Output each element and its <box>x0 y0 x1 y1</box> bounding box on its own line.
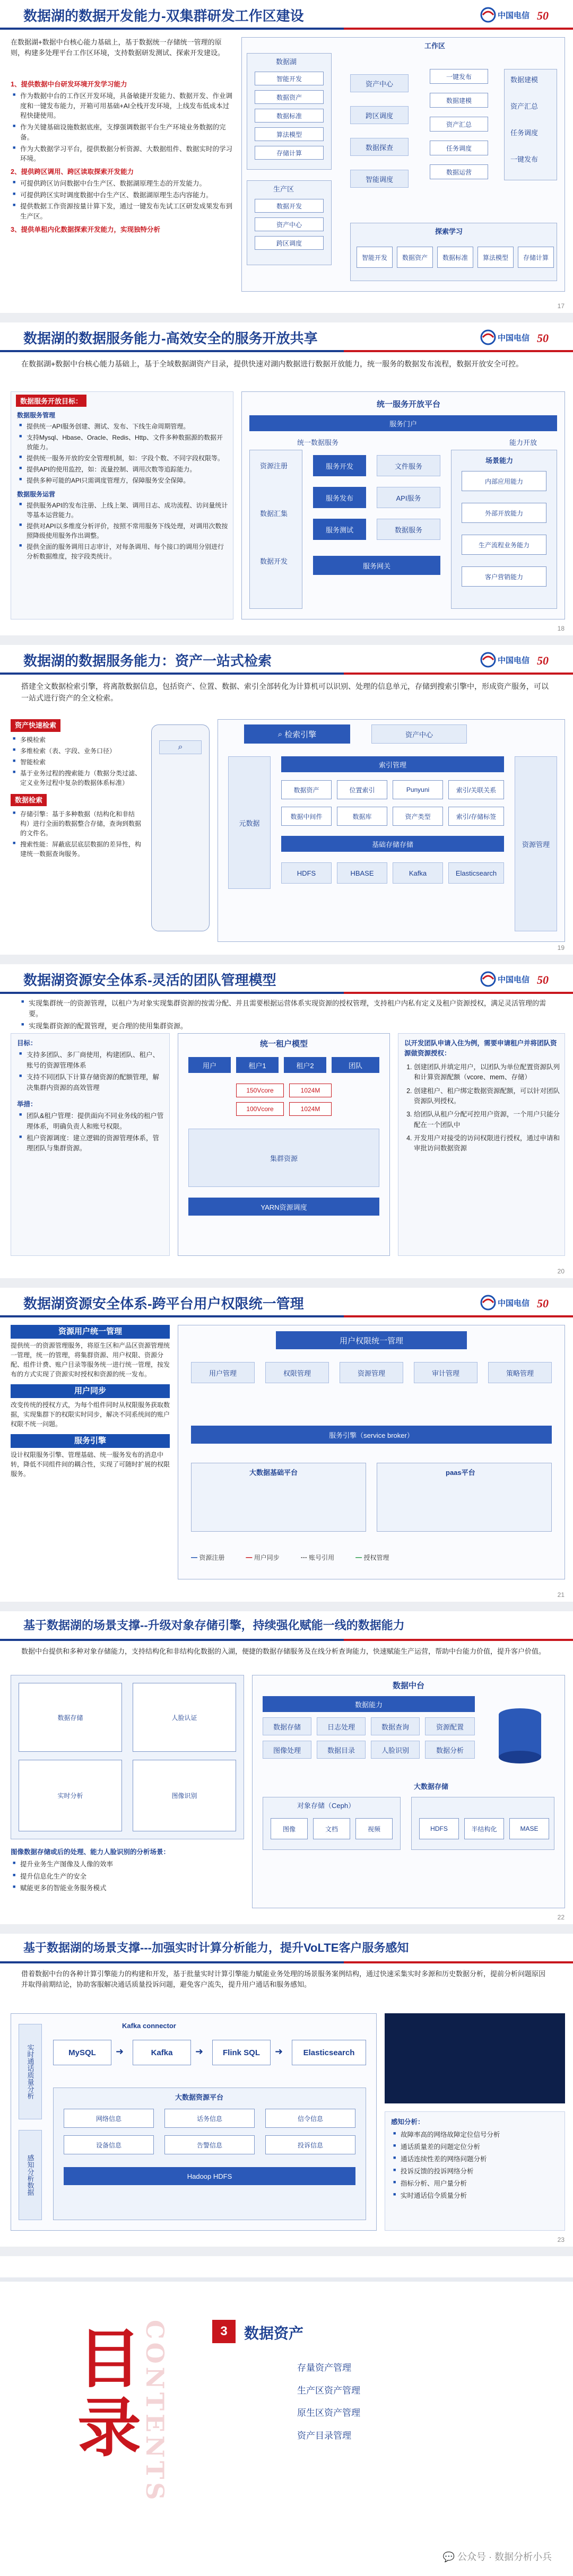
explore-cell: 算法模型 <box>478 247 514 268</box>
lake-item: 话务信息 <box>164 2109 255 2128</box>
svg-text:中国电信: 中国电信 <box>498 656 530 665</box>
explore-cell: 智能开发 <box>357 247 393 268</box>
perm-center-item: 用户管理 <box>191 1362 255 1383</box>
quota-cell: 1024M <box>289 1084 332 1097</box>
store-item: 文档 <box>313 1818 350 1839</box>
diagram-cell: 存储计算 <box>255 146 324 160</box>
search-module: 数据资产 <box>281 780 332 799</box>
search-engine-label: 检索引擎 <box>284 730 317 739</box>
search-item: ■ 搜索性能：屏蔽底层底层数据的差异性，构建统一数据查询服务。 <box>13 840 143 859</box>
svg-text:50: 50 <box>537 1297 549 1310</box>
platform-header: 统一服务开放平台 <box>376 399 440 409</box>
svg-text:50: 50 <box>537 973 549 986</box>
perception-item: ■ 投诉反馈的投诉网络分析 <box>393 2166 561 2177</box>
svg-text:50: 50 <box>537 9 549 22</box>
lake-label: 大数据资源平台 <box>175 2093 224 2101</box>
perception-item: ■ 通话质量差的问题定位分析 <box>393 2142 561 2152</box>
slide3-title: 数据湖的数据服务能力：资产一站式检索 <box>23 653 272 669</box>
tenant-node: 团队 <box>332 1057 379 1073</box>
slide1-item1-heading: 1、提供数据中台研发环境开发学习能力 <box>11 81 127 88</box>
search-item: ■ 智能检索 <box>13 757 143 767</box>
search-module: 位置索引 <box>337 780 387 799</box>
brand-logo-icon <box>478 967 557 991</box>
slide1-page-number: 17 <box>557 302 565 310</box>
realtime-left-label-2: 感知分析数据 <box>19 2130 42 2220</box>
store-item: MASE <box>509 1818 549 1839</box>
quota-cell: 100Vcore <box>236 1102 284 1116</box>
slide1-item2-sub: ■ 提供数据工作资源按量计算下发，通过一键发布先试工区研发成果发布到生产区。 <box>13 202 233 222</box>
search-item: ■ 多维检索（表、字段、业务口径） <box>13 746 143 756</box>
legend-label: 资源注册 <box>199 1554 225 1561</box>
group-heading: 数据服务运营 <box>17 491 56 498</box>
slide-separator <box>0 2247 573 2256</box>
platform-item: 服务门户 <box>249 415 557 431</box>
storage-scene: 图像识别 <box>133 1760 236 1831</box>
resource-manage: 资源管理 <box>515 756 557 931</box>
slide5-page-number: 21 <box>557 1591 565 1599</box>
diagram-right-node: 任务调度 <box>430 141 488 155</box>
storage-scene: 实时分析 <box>19 1760 122 1831</box>
slide1-intro: 在数据湖+数据中台核心能力基础上，基于数据统一存储统一管理的原则，构建多处理平台工作区环境，支持数据研发测试、探索开发建设。 <box>11 38 225 57</box>
brand-logo-icon <box>478 3 557 27</box>
perception-item: ■ 指标分析、用户量分析 <box>393 2178 561 2189</box>
search-tag-1: 资产快速检索 <box>11 719 60 732</box>
goals-tag: 数据服务开放目标： <box>16 395 86 407</box>
method-item: ■ 团队&租户管理：提供面向不同业务线的租户管理体系，明确负责人和账号权限。 <box>19 1111 166 1132</box>
diagram-cell: 数据资产 <box>255 90 324 104</box>
slide4-bullet: ■ 实现集群统一的资源管理，以租户为对象实现集群资源的按需分配、并且需要根据运营体系实现资源的授权管理，支持租户内私有定义及租户资源授权，满足灵活管理的需要。 <box>21 998 552 1019</box>
search-item: ■ 多模检索 <box>13 735 143 745</box>
goal-item: ■ 支持不同团队下计算存储资源的配额管理，解决集群内资源的高效管理 <box>19 1072 166 1093</box>
explore-cell: 数据标准 <box>437 247 473 268</box>
right-col-item: 客户营销能力 <box>462 566 546 587</box>
storage-bottom-item: ■ 提升信息化生产的安全 <box>13 1872 244 1882</box>
toc-slide <box>0 2256 573 2576</box>
search-module: 索引/存储标签 <box>448 807 504 826</box>
legend-item: ━ 授权管理 <box>355 1554 389 1561</box>
slide6-page-number: 22 <box>557 1914 565 1921</box>
legend-item: ━ 用户同步 <box>246 1554 280 1561</box>
store-item: 视频 <box>355 1818 393 1839</box>
slide4-bullet: ■ 实现集群资源的配置管理，更合理的使用集群资源。 <box>21 1021 552 1032</box>
slide-separator <box>0 313 573 322</box>
slide-separator <box>0 1924 573 1934</box>
svg-text:中国电信: 中国电信 <box>498 334 530 343</box>
title-bar <box>0 28 573 30</box>
svg-text:中国电信: 中国电信 <box>498 1299 530 1308</box>
storage-center: 数据中台 <box>392 1681 424 1690</box>
storage-bottom-title: 图像数据存储或后的处理、能力人脸识别的分析场景： <box>11 1848 170 1856</box>
toc-watermark <box>443 2549 552 2563</box>
group-heading: 数据服务管理 <box>17 412 56 419</box>
slide1-item3-heading: 3、提供单租内化数据探索开发能力，实现独特分析 <box>11 225 160 233</box>
store-item: 半结构化 <box>464 1818 504 1839</box>
perception-item: ■ 通话连续性差的网络问题分析 <box>393 2154 561 2164</box>
diagram-cell: 数据开发 <box>255 199 324 213</box>
flow-arrow-icon: ➜ <box>195 2046 204 2057</box>
ability-cell: 图像处理 <box>263 1741 311 1759</box>
lake-item: 设备信息 <box>64 2135 154 2154</box>
perm-block-text: 提供统一的资源管理服务，将原生区和产品区资源管理统一管理，统一的管理，将集群资源、用户权限、资源分配、组件计费、账户目录等服务统一进行统一管理，按发布的方式实现了资源实时授权和资源的统一发布。 <box>11 1342 170 1378</box>
step-item: 3. 给团队从租户分配可控用户资源，一个用户只能分配在一个团队中 <box>414 1110 561 1130</box>
slide4-title: 数据湖资源安全体系-灵活的团队管理模型 <box>23 972 276 988</box>
right-platform-label: paas平台 <box>446 1469 475 1477</box>
goal-heading: 目标： <box>17 1040 37 1047</box>
index-engine: 索引管理 <box>281 756 504 772</box>
search-item: ■ 基于业务过程的搜索能力（数据分类过滤、定义业务过程中复杂的数据体系标准） <box>13 769 143 788</box>
slide1-item2-sub: ■ 可提供跨区实时调度数据中台生产区、数据湖原理生态内容能力。 <box>13 190 233 200</box>
left-col-item: 数据汇集 <box>260 510 288 518</box>
title-bar <box>0 992 573 994</box>
legend-label: 用户同步 <box>254 1554 280 1561</box>
slide1-item2-heading: 2、提供跨区调用、跨区读取探索开发能力 <box>11 168 134 176</box>
legend-item: ┅ 账号引用 <box>300 1554 335 1561</box>
ability-cell: 数据目录 <box>317 1741 366 1759</box>
step-item: 1. 创建团队并填定用户，以团队为单位配置资源队列和计算资源配额（vcore、mem、存储） <box>414 1062 561 1083</box>
slide4-bullets <box>21 998 552 1033</box>
step-item: 2. 创建租户、租户绑定数据资源配额，可以针对团队资源队列授权。 <box>414 1086 561 1107</box>
perm-center-item: 审计管理 <box>414 1362 478 1383</box>
storage-bottom-list <box>11 1847 244 1896</box>
storage-scene: 人脸认证 <box>133 1683 236 1752</box>
slide1-items <box>11 80 233 235</box>
lake-item: 投诉信息 <box>265 2135 355 2154</box>
svg-text:中国电信: 中国电信 <box>498 975 530 984</box>
slide7-page-number: 23 <box>557 2236 565 2243</box>
big-storage-label: 大数据存储 <box>414 1783 449 1791</box>
slide-volte <box>0 1934 573 2247</box>
diagram-node: 数据探查 <box>350 138 409 156</box>
group-item: ■ 提供全面的服务调用日志审计，对每条调用、每个接口的调用分别进行分析数据维度，按字段类统计。 <box>19 542 229 561</box>
perm-center-item: 策略管理 <box>488 1362 552 1383</box>
sub-area-a-label: 数据湖 <box>276 58 297 66</box>
perm-block-heading: 服务引擎 <box>11 1434 170 1448</box>
slide2-page-number: 18 <box>557 625 565 632</box>
right-col-title: 场景能力 <box>485 457 514 465</box>
ability-cell: 数据查询 <box>371 1717 420 1735</box>
toc-item[interactable]: 存量资产管理 <box>297 2363 351 2373</box>
perception-title: 感知分析： <box>391 2118 424 2126</box>
diagram-cell: 智能开发 <box>255 72 324 85</box>
tenant-node: 用户 <box>188 1057 231 1073</box>
explore-cell: 数据资产 <box>397 247 433 268</box>
store-item: 图像 <box>271 1818 308 1839</box>
tenant-model-header: 统一租户模型 <box>259 1039 308 1049</box>
explore-cell: 存储计算 <box>518 247 554 268</box>
svg-text:50: 50 <box>537 654 549 667</box>
steps-heading: 以开发团队申请入住为例，需要申请租户并将团队资源做资源授权： <box>404 1040 557 1058</box>
ability-cell: 数据分析 <box>425 1741 475 1759</box>
title-bar <box>0 1961 573 1963</box>
diagram-cell: 算法模型 <box>255 127 324 141</box>
wechat-icon: 💬 <box>442 2552 457 2562</box>
group-item: ■ 提供多种可能的API只需调度管理方，保障服务安全保障。 <box>19 476 229 485</box>
perception-item: ■ 实时通话信令质量分析 <box>393 2190 561 2201</box>
flow-arrow-icon: ➜ <box>275 2046 283 2057</box>
slide2-intro: 在数据湖+数据中台核心能力基础上，基于全域数据湖资产目录，提供快速对湖内数据进行数据开放能力，统一服务的数据发布流程，数据开放安全可控。 <box>21 360 524 368</box>
brand-logo-icon <box>478 326 557 349</box>
toc-contents: CONTENTS <box>141 2320 169 2503</box>
diagram-right-node: 资产汇总 <box>430 117 488 132</box>
slide1-item2-sub: ■ 可提供跨区访问数据中台生产区、数据湖原理生态的开发能力。 <box>13 179 233 189</box>
storage-bottom-item: ■ 赋能更多的智能业务服务模式 <box>13 1883 244 1893</box>
slide-separator <box>0 955 573 964</box>
slide1-item1-sub: ■ 作为大数据学习平台，提供数据分析资源、大数据组件、数据实时的学习环境。 <box>13 144 233 164</box>
toc-top-band <box>0 2277 573 2282</box>
group-item: ■ 提供对API以多维度分析评价，按照不常用服务下线处理，对调用次数按照降级使用服务作出调整。 <box>19 521 229 540</box>
storage-item: Elasticsearch <box>448 862 504 884</box>
right-col-item: 生产流程业务能力 <box>462 535 546 555</box>
search-left-list <box>11 719 143 860</box>
platform-item: 服务网关 <box>313 556 440 575</box>
diagram-node: 资产中心 <box>350 74 409 92</box>
flow-node: Elasticsearch <box>292 2040 366 2065</box>
group-item: ■ 提供API的使用监控，如：流量控制、调用次数等追踪能力。 <box>19 465 229 474</box>
svg-text:50: 50 <box>537 331 549 345</box>
diagram-node: 跨区调度 <box>350 106 409 124</box>
method-heading: 举措： <box>17 1100 37 1108</box>
database-icon <box>496 1707 544 1765</box>
slide-data-service <box>0 322 573 635</box>
perm-block-text: 改变传统的授权方式，为每个组件同时从权限服务获取数据，实现集群下的权限实时同步，解决不同系统间的账户权限不统一问题。 <box>11 1401 170 1428</box>
slide1-title: 数据湖的数据开发能力-双集群研发工作区建设 <box>23 8 304 24</box>
ability-cell: 数据存储 <box>263 1717 311 1735</box>
slide-tenant-model <box>0 964 573 1278</box>
toc-item[interactable]: 资产目录管理 <box>297 2430 351 2441</box>
ability-header: 数据能力 <box>263 1696 475 1712</box>
yarn-box: YARN资源调度 <box>188 1198 379 1216</box>
cluster-box: 集群资源 <box>188 1129 379 1187</box>
platform-item: 数据服务 <box>377 519 440 540</box>
slide7-title: 基于数据湖的场景支撑---加强实时计算分析能力，提升VoLTE客户服务感知 <box>23 1941 409 1954</box>
platform-item: 文件服务 <box>377 455 440 476</box>
brand-logo-icon <box>478 648 557 671</box>
left-col-item: 数据开发 <box>260 557 288 565</box>
group-item: ■ 提供统一服务开放的安全管理机制，如：字段个数、不同字段权限等。 <box>19 453 229 463</box>
perm-center: 用户权限统一管理 <box>276 1331 467 1349</box>
perm-block-text: 设计权限服务引擎、管理基础、统一服务发布的消息中转，降低不同组件间的耦合性，实现了可随时扩展的权限服务。 <box>11 1451 170 1478</box>
diagram-right-node: 数据建模 <box>430 93 488 108</box>
phone-mockup <box>151 724 210 931</box>
perception-list <box>391 2117 561 2203</box>
perm-block-heading: 资源用户统一管理 <box>11 1325 170 1339</box>
slide6-title: 基于数据湖的场景支撑--升级对象存储引擎，持续强化赋能一线的数据能力 <box>23 1619 405 1632</box>
slide-object-storage <box>0 1611 573 1924</box>
perm-left <box>11 1325 170 1479</box>
toc-watermark-text: 公众号 · 数据分析小兵 <box>457 2552 552 2562</box>
kafka-connector-label: Kafka connector <box>122 2022 176 2030</box>
slide6-intro: 数据中台提供和多种对象存储能力，支持结构化和非结构化数据的入湖，便捷的数据存储服务及在线分析查询能力，快速赋能生产运营，帮助中台能力价值，提升客户价值。 <box>21 1647 546 1655</box>
search-module: Punyuni <box>393 780 443 799</box>
tenant-steps <box>404 1038 561 1157</box>
tenant-node: 租户1 <box>236 1057 279 1073</box>
toc-big-title: 目录 <box>67 2325 142 2463</box>
ceph-label: 对象存储（Ceph） <box>297 1802 355 1810</box>
slide-permission <box>0 1288 573 1602</box>
flow-node: MySQL <box>53 2040 111 2065</box>
perm-center-item: 权限管理 <box>265 1362 329 1383</box>
ability-cell: 日志处理 <box>317 1717 366 1735</box>
title-bar <box>0 1639 573 1641</box>
workspace-label: 工作区 <box>424 42 446 50</box>
perm-center-item: 资源管理 <box>340 1362 403 1383</box>
flow-arrow-icon: ➜ <box>116 2046 124 2057</box>
platform-item: 服务发布 <box>313 487 366 508</box>
tenant-node: 租户2 <box>284 1057 326 1073</box>
search-module: 资产类型 <box>393 807 443 826</box>
platform-item: 服务测试 <box>313 519 366 540</box>
perm-block-heading: 用户同步 <box>11 1384 170 1398</box>
search-module: 数据库 <box>337 807 387 826</box>
left-col <box>249 450 302 609</box>
slide1-item1-sub: ■ 作为关键基础设施数据底座，支撑强调数据平台生产环境业务数据的完备。 <box>13 123 233 143</box>
brand-logo-icon <box>478 1291 557 1314</box>
right-col-item: 外部开放能力 <box>462 503 546 523</box>
screen-mockup <box>385 2013 565 2103</box>
diagram-node: 智能调度 <box>350 170 409 188</box>
method-item: ■ 租户资源调度：建立逻辑的资源管理体系，管理团队与集群资源。 <box>19 1133 166 1154</box>
slide3-page-number: 19 <box>557 944 565 951</box>
flow-node: Kafka <box>133 2040 191 2065</box>
storage-scene: 数据存储 <box>19 1683 122 1752</box>
legend-label: 账号引用 <box>309 1554 335 1561</box>
diagram-cell: 资产中心 <box>255 217 324 231</box>
left-platform-label: 大数据基础平台 <box>249 1469 298 1477</box>
storage-item: HBASE <box>337 862 387 884</box>
flow-node: Flink SQL <box>212 2040 271 2065</box>
slide-separator <box>0 635 573 645</box>
title-bar <box>0 350 573 352</box>
slide4-page-number: 20 <box>557 1268 565 1275</box>
storage-item: HDFS <box>281 862 332 884</box>
diagram-cell: 数据标准 <box>255 109 324 123</box>
slide1-item1-sub: ■ 作为数据中台的工作区开发环境，具备敏捷开发能力、数据开发、作业调度和一键发布能力，开箱可用基础+AI全栈开发环境，上线发布低成本过程快捷使用。 <box>13 91 233 121</box>
toc-items <box>297 2357 360 2447</box>
group-item: ■ 提供统一API服务创建、测试、发布、下线生命周期管理。 <box>19 422 229 431</box>
ability-cell: 人脸识别 <box>371 1741 420 1759</box>
right-col-item: 内部应用能力 <box>462 471 546 491</box>
storage-layer: 基础存储存储 <box>281 836 504 852</box>
explore-label: 探索学习 <box>435 228 463 235</box>
phone-search-icon: ⌕ <box>159 740 202 754</box>
lake-item: 告警信息 <box>164 2135 255 2154</box>
store-item: HDFS <box>419 1818 459 1839</box>
diagram-cell: 跨区调度 <box>255 236 324 250</box>
tenant-goals <box>17 1038 166 1156</box>
meta-box: 元数据 <box>228 756 271 889</box>
quota-cell: 1024M <box>289 1102 332 1116</box>
toc-number: 3 <box>212 2320 236 2343</box>
platform-item: 服务开发 <box>313 455 366 476</box>
slide-separator <box>0 1602 573 1611</box>
search-item: ■ 存储引擎：基于多种数据（结构化和非结构）进行全面的数据整合存储，查询到数据的文件名。 <box>13 809 143 838</box>
asset-center: 资产中心 <box>371 724 467 744</box>
perception-item: ■ 故障率高的网络故障定位信号分析 <box>393 2129 561 2140</box>
title-bar <box>0 673 573 675</box>
step-item: 4. 开发用户对接受的访问权限进行授权，通过申请和审批访问数据资源 <box>414 1133 561 1154</box>
col-label: 能力开放 <box>509 439 537 447</box>
col-label: 统一数据服务 <box>297 439 339 447</box>
diagram-right-node: 一键发布 <box>430 69 488 84</box>
search-module: 索引/关联关系 <box>448 780 504 799</box>
slide7-intro: 借着数据中台的各种计算引擎能力的构建和开发，基于批量实时计算引擎能力赋能业务处理的场景服务案例结构，通过快速采集实时多源和历史数据分析，提前分析问题原因并取得前期结论，协助客服解决通话质量投诉问题，避免客户流失，提升用户通话和服务感知。 <box>21 1970 546 1989</box>
slide-asset-search <box>0 645 573 955</box>
search-engine-icon: ⌕ <box>277 729 285 739</box>
diagram-right-col-label: 任务调度 <box>510 129 539 137</box>
left-col-item: 资源注册 <box>260 462 288 470</box>
perm-legend <box>191 1553 552 1562</box>
diagram-right-col-label: 资产汇总 <box>510 102 539 110</box>
legend-label: 授权管理 <box>363 1554 389 1561</box>
search-engine <box>244 724 350 744</box>
diagram-right-col-label: 数据建模 <box>510 76 539 84</box>
lake-item: 信令信息 <box>265 2109 355 2128</box>
group-item: ■ 提供服务API的发布注册、上线上架、调用日志、成功流程、访问量统计等基本运营能力。 <box>19 501 229 520</box>
storage-bottom-item: ■ 提升业务生产图像及人像的效率 <box>13 1859 244 1870</box>
goal-item: ■ 支持多团队、多厂商使用，构建团队、租户、账号的资源管理体系 <box>19 1050 166 1071</box>
slide3-intro: 搭建全文数据检索引擎，将离散数据信息，包括资产、位置、数据、索引全部转化为计算机可以识别、处理的信息单元，存储到搜索引擎中，形成资产服务，可以一站式进行资产的全文检索。 <box>21 682 549 702</box>
search-module: 数据中间件 <box>281 807 332 826</box>
storage-item: Kafka <box>393 862 443 884</box>
legend-item: ━ 资源注册 <box>191 1554 225 1561</box>
toc-title: 数据资产 <box>244 2325 304 2342</box>
slide2-title: 数据湖的数据服务能力-高效安全的服务开放共享 <box>23 330 318 346</box>
ability-cell: 资源配置 <box>425 1717 475 1735</box>
service-goals-list <box>17 411 229 563</box>
diagram-right-col-label: 一键发布 <box>510 155 539 163</box>
group-item: ■ 支持Mysql、Hbase、Oracle、Redis、Http、文件多种数据源的数据开放能力。 <box>19 433 229 452</box>
platform-item: API服务 <box>377 487 440 508</box>
search-tag-2: 数据检索 <box>11 794 47 807</box>
hadoop-bar: Hadoop HDFS <box>64 2167 355 2185</box>
toc-item[interactable]: 生产区资产管理 <box>297 2385 360 2396</box>
lake-item: 网络信息 <box>64 2109 154 2128</box>
service-broker: 服务引擎（service broker） <box>191 1426 552 1444</box>
toc-item[interactable]: 原生区资产管理 <box>297 2408 360 2418</box>
realtime-left-label: 实时通话质量分析 <box>19 2024 42 2119</box>
title-bar <box>0 1315 573 1317</box>
slide-separator <box>0 1278 573 1288</box>
svg-text:中国电信: 中国电信 <box>498 11 530 20</box>
service-goals-title <box>16 395 86 407</box>
slide-data-dev <box>0 0 573 313</box>
production-label: 生产区 <box>273 185 294 193</box>
slide5-title: 数据湖资源安全体系-跨平台用户权限统一管理 <box>23 1296 304 1312</box>
quota-cell: 150Vcore <box>236 1084 284 1097</box>
diagram-right-node: 数据运营 <box>430 164 488 179</box>
